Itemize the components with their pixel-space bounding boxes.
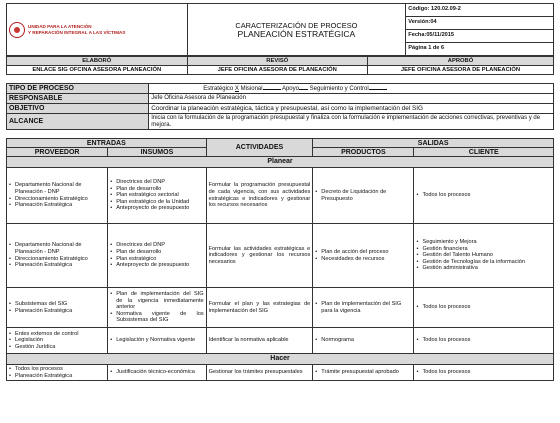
list-item: • Plan de implementación del SIG de la vigencia inmediatamente anterior bbox=[110, 291, 203, 311]
title-line-2: PLANEACIÓN ESTRATÉGICA bbox=[237, 28, 356, 39]
list-item: • Legislación y Normativa vigente bbox=[110, 337, 203, 344]
list-item: • Entes externos de control bbox=[9, 331, 105, 338]
list-item: • Justificación técnico-económica bbox=[110, 369, 203, 376]
logo-line-1: UNIDAD PARA LA ATENCIÓN bbox=[28, 24, 92, 29]
list-item: • Decreto de Liquidación de Presupuesto bbox=[315, 189, 411, 202]
list-item: • Normativa vigente de los Subsistemas del SIG bbox=[110, 311, 203, 324]
list-item: • Directrices del DNP bbox=[110, 242, 203, 249]
list-item: • Legislación bbox=[9, 337, 105, 344]
responsable-label: RESPONSABLE bbox=[7, 94, 149, 104]
actividad-cell: Gestionar los trámites presupuestales bbox=[206, 365, 313, 381]
list-item: • Todos los procesos bbox=[416, 192, 551, 199]
list-item: • Trámite presupuestal aprobado bbox=[315, 369, 411, 376]
tipo-proceso-options bbox=[149, 84, 554, 94]
actividad-cell: Formular las actividades estratégicas e indicadores y gestionar los recursos necesarios bbox=[206, 224, 313, 288]
productos-cell bbox=[313, 288, 414, 328]
insumos-cell bbox=[108, 168, 206, 224]
list-item: • Subsistemas del SIG bbox=[9, 301, 105, 308]
insumos-cell bbox=[108, 365, 206, 381]
insumos-cell bbox=[108, 224, 206, 288]
table-row bbox=[7, 365, 554, 381]
logo-line-2: Y REPARACIÓN INTEGRAL A LAS VÍCTIMAS bbox=[28, 29, 126, 35]
table-row bbox=[7, 328, 554, 354]
list-item: • Planeación Estratégica bbox=[9, 202, 105, 209]
tipo-seguimiento: Seguimiento y Control bbox=[309, 86, 369, 92]
cliente-cell bbox=[414, 328, 554, 354]
list-item: • Planeación Estratégica bbox=[9, 373, 105, 380]
list-item: • Departamento Nacional de Planeación - DNP bbox=[9, 182, 105, 195]
title-line-1: CARACTERIZACIÓN DE PROCESO bbox=[235, 20, 358, 30]
fecha-field: Fecha:05/11/2015 bbox=[406, 30, 554, 43]
list-item: • Todos los procesos bbox=[416, 337, 551, 344]
list-item: • Plan de desarrollo bbox=[110, 249, 203, 256]
list-item: • Planeación Estratégica bbox=[9, 308, 105, 315]
proveedor-cell bbox=[7, 365, 108, 381]
actividad-cell: Identificar la normativa aplicable bbox=[206, 328, 313, 354]
activities-table bbox=[6, 138, 554, 381]
phase-hacer: Hacer bbox=[7, 354, 554, 365]
list-item: • Plan de implementación del SIG para la vigencia bbox=[315, 301, 411, 314]
proveedor-cell bbox=[7, 288, 108, 328]
proveedor-cell bbox=[7, 224, 108, 288]
list-item: • Direccionamiento Estratégico bbox=[9, 196, 105, 203]
actividad-cell: Formular el plan y las estrategias de implementación del SIG bbox=[206, 288, 313, 328]
cliente-cell bbox=[414, 168, 554, 224]
tipo-mark: X bbox=[234, 86, 239, 92]
list-item: • Direccionamiento Estratégico bbox=[9, 256, 105, 263]
cliente-cell bbox=[414, 365, 554, 381]
actividades-header: ACTIVIDADES bbox=[206, 139, 313, 157]
list-item: • Departamento Nacional de Planeación - DNP bbox=[9, 242, 105, 255]
alcance-label: ALCANCE bbox=[7, 114, 149, 130]
list-item: • Plan estratégico de la Unidad bbox=[110, 199, 203, 206]
objetivo-label: OBJETIVO bbox=[7, 104, 149, 114]
list-item: • Plan de acción del proceso bbox=[315, 249, 411, 256]
reviso-label: REVISÓ bbox=[187, 57, 368, 66]
process-info-table bbox=[6, 83, 554, 130]
list-item: • Necesidades de recursos bbox=[315, 256, 411, 263]
productos-cell bbox=[313, 328, 414, 354]
elaboro-label: ELABORÓ bbox=[7, 57, 188, 66]
cliente-header: CLIENTE bbox=[414, 148, 554, 157]
list-item: • Normograma bbox=[315, 337, 411, 344]
institution-logo bbox=[9, 22, 185, 38]
aprobo-value: JEFE OFICINA ASESORA DE PLANEACIÓN bbox=[368, 66, 554, 75]
list-item: • Gestión financiera bbox=[416, 246, 551, 253]
list-item: • Plan estratégico sectorial bbox=[110, 192, 203, 199]
list-item: • Gestión Jurídica bbox=[9, 344, 105, 351]
list-item: • Plan estratégico bbox=[110, 256, 203, 263]
proveedor-header: PROVEEDOR bbox=[7, 148, 108, 157]
aprobo-label: APROBÓ bbox=[368, 57, 554, 66]
productos-cell bbox=[313, 168, 414, 224]
list-item: • Plan de desarrollo bbox=[110, 186, 203, 193]
document-header bbox=[6, 3, 554, 56]
reviso-value: JEFE OFICINA ASESORA DE PLANEACIÓN bbox=[187, 66, 368, 75]
elaboro-value: ENLACE SIG OFCINA ASESORA PLANEACIÓN bbox=[7, 66, 188, 75]
table-row bbox=[7, 168, 554, 224]
objetivo-value: Coordinar la planeación estratégica, táctica y presupuestal, así como la implementación del SIG bbox=[149, 104, 554, 114]
approvals-table bbox=[6, 56, 554, 75]
responsable-value: Jefe Oficina Asesora de Planeación bbox=[149, 94, 554, 104]
tipo-apoyo: Apoyo bbox=[281, 86, 299, 92]
list-item: • Planeación Estratégica bbox=[9, 262, 105, 269]
document-page bbox=[6, 3, 554, 381]
logo-cell bbox=[7, 4, 188, 56]
actividad-cell: Formular la programación presupuestal de cada vigencia, con sus actividades estratégicas e indicadores y gestionar los recursos necesarios bbox=[206, 168, 313, 224]
cliente-cell bbox=[414, 224, 554, 288]
entradas-header: ENTRADAS bbox=[7, 139, 207, 148]
list-item: • Todos los procesos bbox=[9, 366, 105, 373]
insumos-header: INSUMOS bbox=[108, 148, 206, 157]
productos-cell bbox=[313, 365, 414, 381]
proveedor-cell bbox=[7, 168, 108, 224]
productos-cell bbox=[313, 224, 414, 288]
list-item: • Todos los procesos bbox=[416, 304, 551, 311]
list-item: • Gestión de Tecnologías de la información bbox=[416, 259, 551, 266]
insumos-cell bbox=[108, 328, 206, 354]
phase-planear: Planear bbox=[7, 157, 554, 168]
insumos-cell bbox=[108, 288, 206, 328]
cliente-cell bbox=[414, 288, 554, 328]
seal-icon bbox=[9, 22, 25, 38]
list-item: • Seguimiento y Mejora bbox=[416, 239, 551, 246]
pagina-field: Página 1 de 6 bbox=[406, 43, 554, 56]
list-item: • Directrices del DNP bbox=[110, 179, 203, 186]
salidas-header: SALIDAS bbox=[313, 139, 554, 148]
list-item: • Anteproyecto de presupuesto bbox=[110, 205, 203, 212]
table-row bbox=[7, 288, 554, 328]
tipo-misional: Misional bbox=[240, 86, 263, 92]
tipo-estrategico: Estratégico bbox=[203, 86, 234, 92]
document-title bbox=[187, 4, 406, 56]
list-item: • Anteproyecto de presupuesto bbox=[110, 262, 203, 269]
list-item: • Gestión del Talento Humano bbox=[416, 252, 551, 259]
alcance-value: Inicia con la formulación de la programación presupuestal y finaliza con la formulación e implementación de acciones correctivas, preventivas y de mejora. bbox=[149, 114, 554, 130]
table-row bbox=[7, 224, 554, 288]
productos-header: PRODUCTOS bbox=[313, 148, 414, 157]
version-field: Versión:04 bbox=[406, 17, 554, 30]
codigo-field: Código: 120.02.09-2 bbox=[406, 4, 554, 17]
tipo-proceso-label: TIPO DE PROCESO bbox=[7, 84, 149, 94]
list-item: • Todos los procesos bbox=[416, 369, 551, 376]
list-item: • Gestión administrativa bbox=[416, 265, 551, 272]
proveedor-cell bbox=[7, 328, 108, 354]
